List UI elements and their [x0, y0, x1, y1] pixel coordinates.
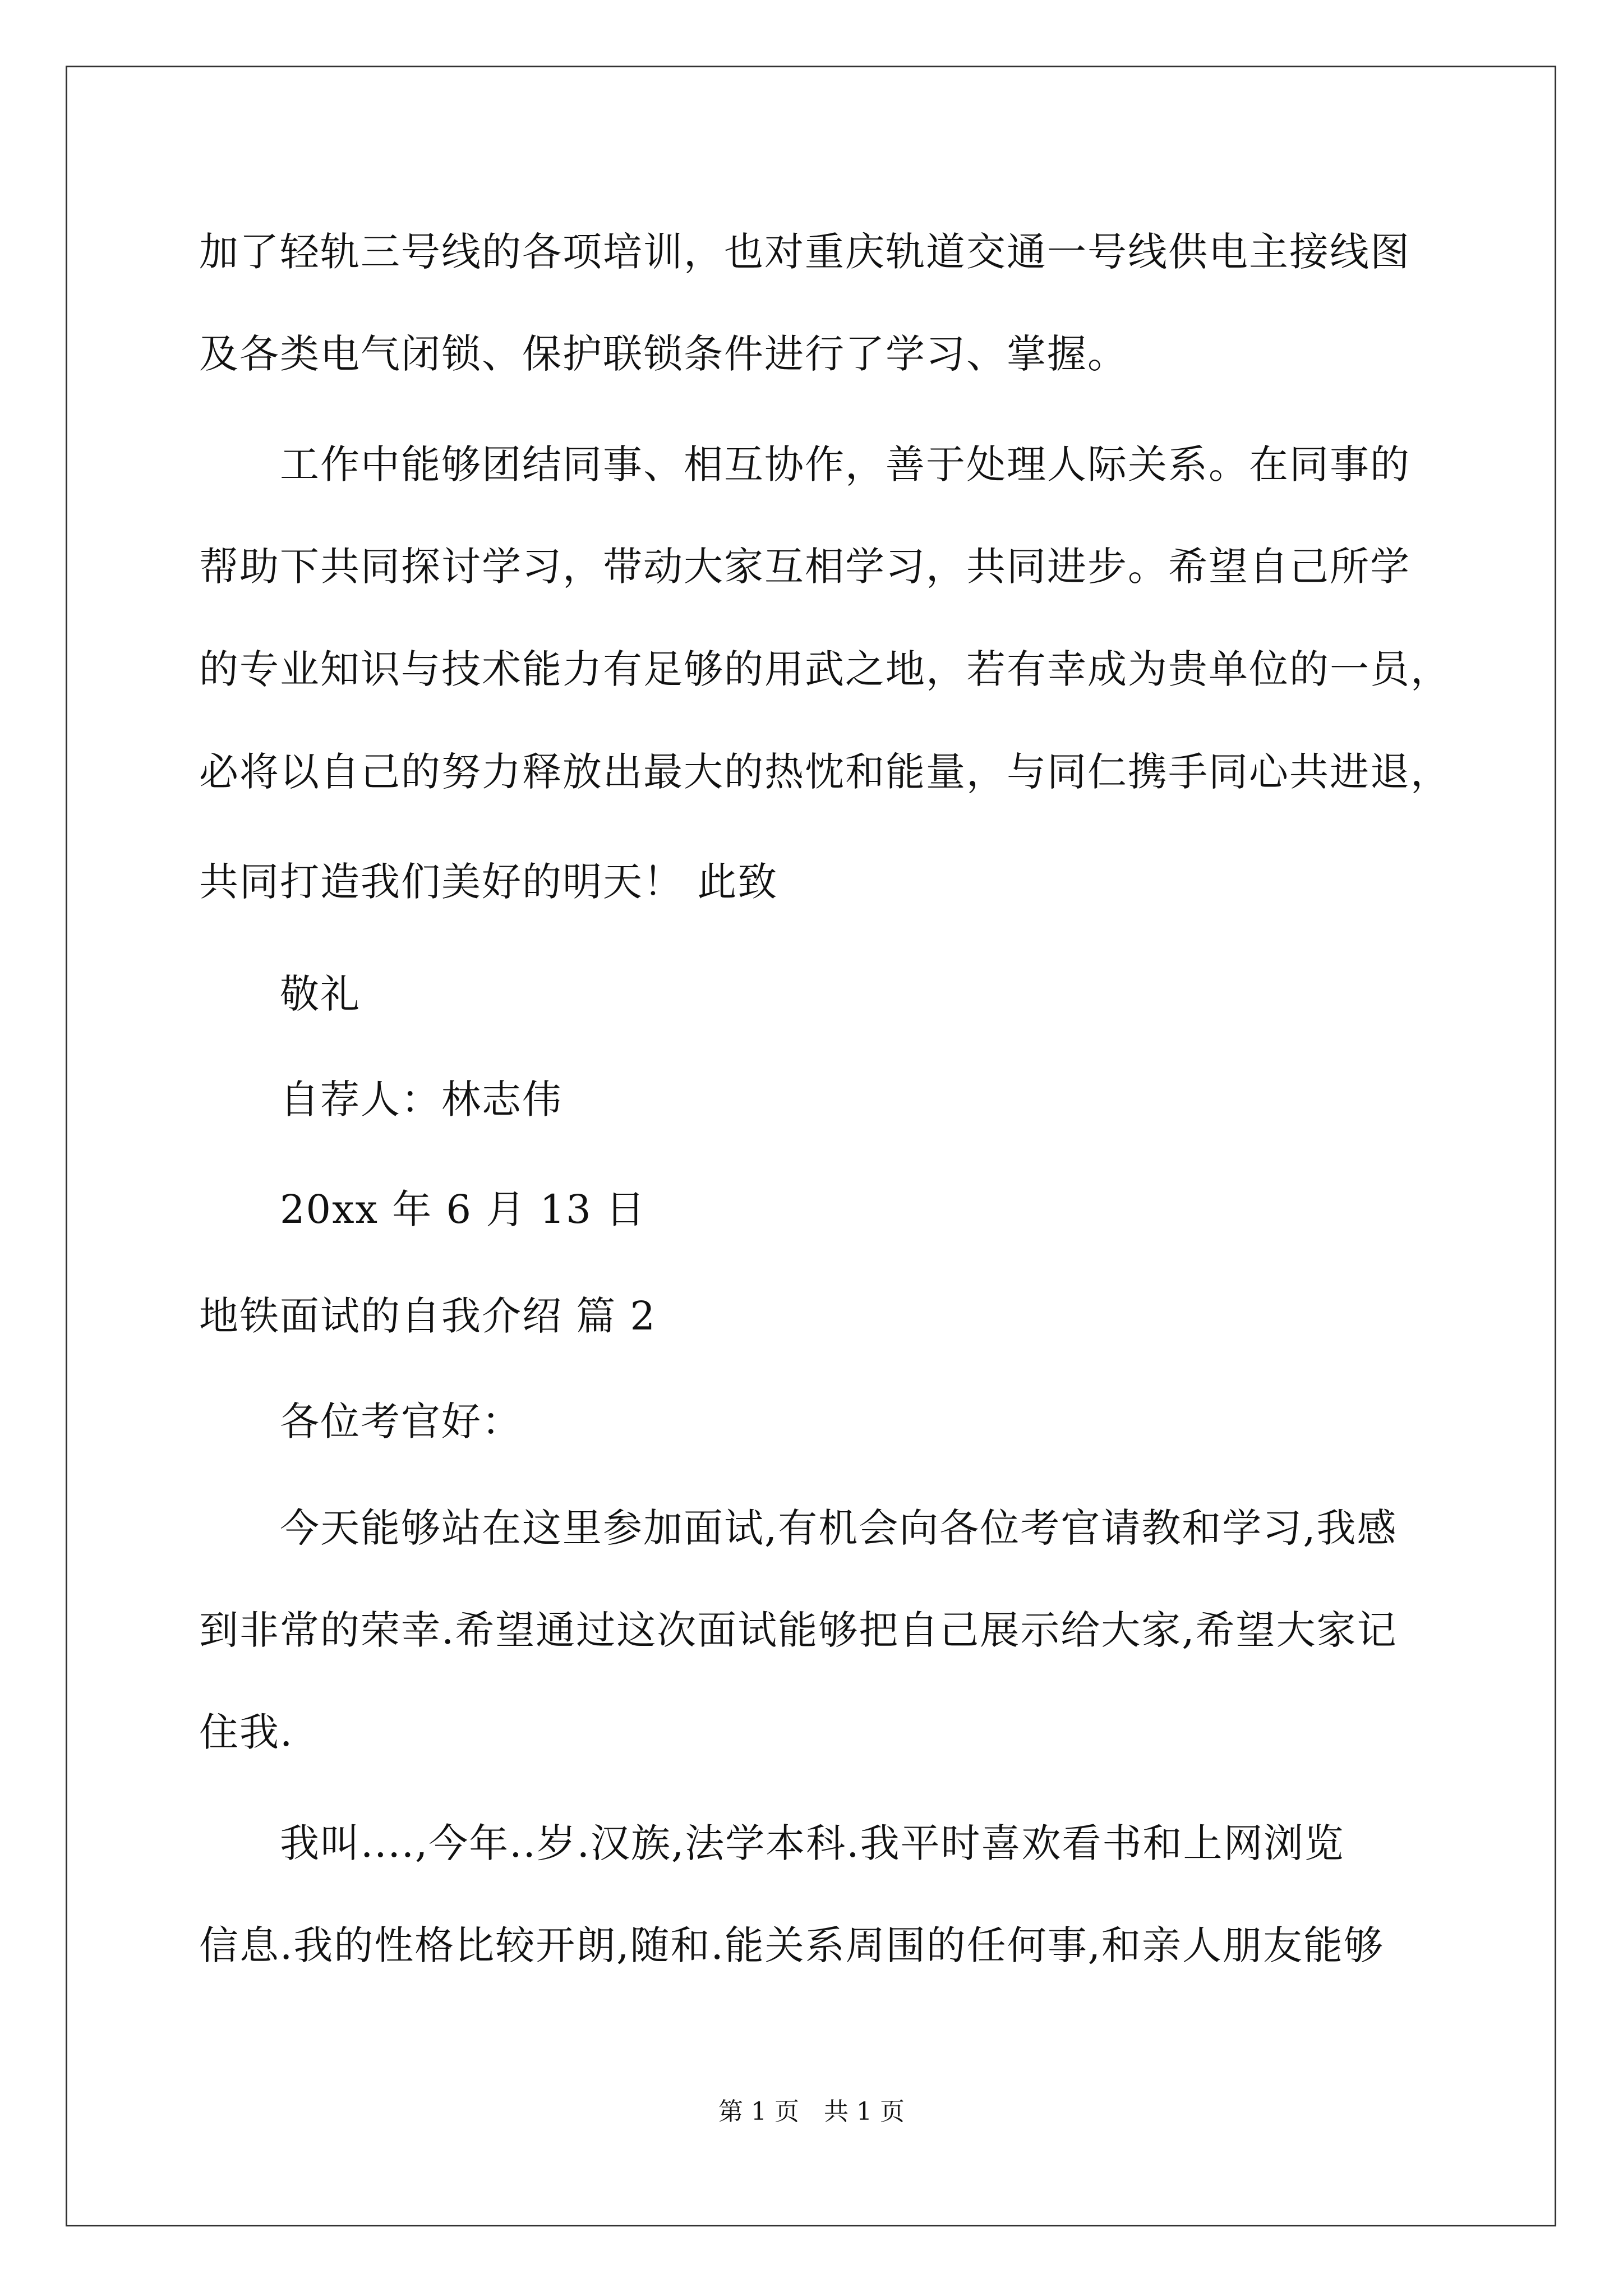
greeting-line: 各位考官好：	[199, 1398, 522, 1444]
body-line-13: 今天能够站在这里参加面试,有机会向各位考官请教和学习,我感	[199, 1505, 1398, 1551]
closing-salutation: 敬礼	[199, 971, 361, 1017]
page-border	[66, 66, 1556, 2226]
date-line: 20xx 年 6 月 13 日	[199, 1186, 646, 1232]
body-line-16: 我叫....,今年..岁.汉族,法学本科.我平时喜欢看书和上网浏览	[199, 1820, 1345, 1866]
body-line-2: 及各类电气闭锁、保护联锁条件进行了学习、掌握。	[199, 331, 1128, 377]
body-line-3: 工作中能够团结同事、相互协作，善于处理人际关系。在同事的	[199, 441, 1410, 487]
section-heading: 地铁面试的自我介绍 篇 2	[199, 1293, 657, 1339]
body-line-1: 加了轻轨三号线的各项培训，也对重庆轨道交通一号线供电主接线图	[199, 229, 1410, 275]
body-line-17: 信息.我的性格比较开朗,随和.能关系周围的任何事,和亲人朋友能够	[199, 1922, 1385, 1968]
body-line-6: 必将以自己的努力释放出最大的热忱和能量，与同仁携手同心共进退，	[199, 749, 1451, 795]
body-line-7: 共同打造我们美好的明天！ 此致	[199, 859, 778, 905]
page-footer: 第 1 页 共 1 页	[718, 2097, 905, 2126]
body-line-14: 到非常的荣幸.希望通过这次面试能够把自己展示给大家,希望大家记	[199, 1607, 1398, 1653]
body-line-5: 的专业知识与技术能力有足够的用武之地，若有幸成为贵单位的一员，	[199, 646, 1451, 692]
body-line-4: 帮助下共同探讨学习，带动大家互相学习，共同进步。希望自己所学	[199, 544, 1410, 590]
body-line-15: 住我.	[199, 1709, 294, 1755]
signature-line: 自荐人：林志伟	[199, 1076, 562, 1122]
